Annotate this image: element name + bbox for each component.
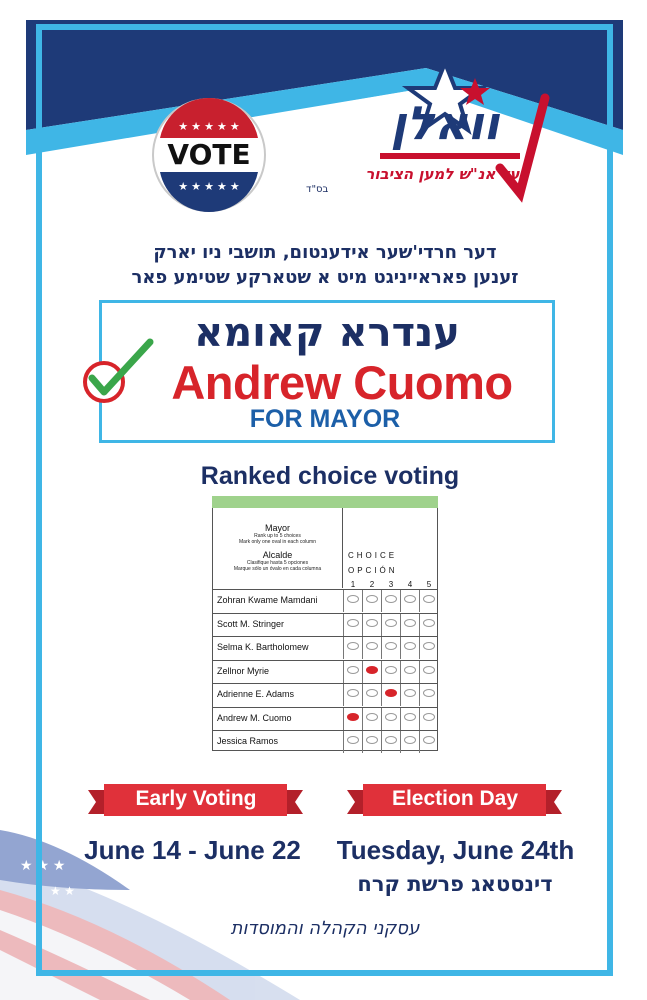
- ballot-cell: [400, 684, 418, 706]
- svg-text:★ ★ ★: ★ ★ ★: [20, 857, 66, 873]
- ballot-column-1: 1: [350, 580, 356, 589]
- ballot-cell: [419, 731, 437, 753]
- ballot-oval[interactable]: [385, 689, 397, 697]
- ballot-oval[interactable]: [347, 713, 359, 721]
- ballot-oval[interactable]: [404, 666, 416, 674]
- candidate-name: Andrew Cuomo: [171, 356, 513, 409]
- vote-badge-text: VOTE: [167, 138, 251, 171]
- ballot-cell: [343, 661, 361, 683]
- early-voting-dates: June 14 - June 22: [84, 835, 301, 865]
- ballot-cell: [381, 661, 399, 683]
- ballot-oval[interactable]: [366, 736, 378, 744]
- ballot-oval[interactable]: [366, 666, 378, 674]
- election-day-date: Tuesday, June 24th: [336, 835, 575, 865]
- ballot-oval[interactable]: [423, 619, 435, 627]
- ballot-cell: [419, 661, 437, 683]
- ballot-cell: [362, 684, 380, 706]
- ballot-row: [213, 636, 437, 659]
- ballot-cell: [343, 614, 361, 636]
- ballot-candidate-name: Zohran Kwame Mamdani: [217, 595, 318, 605]
- ballot-oval[interactable]: [385, 642, 397, 650]
- ballot-oval[interactable]: [366, 642, 378, 650]
- ballot-cell: [419, 614, 437, 636]
- ballot-candidate-name: Scott M. Stringer: [217, 618, 285, 629]
- ballot-column-4: 4: [407, 580, 413, 589]
- ballot-cell: [381, 731, 399, 753]
- ballot-oval[interactable]: [423, 595, 435, 603]
- ballot-oval[interactable]: [347, 689, 359, 697]
- intro-line-1: דער חרדי'שער אידענטום, תושבי ניו יארק: [153, 242, 497, 263]
- ballot-cell: [400, 708, 418, 730]
- ballot-instructions: [213, 508, 343, 588]
- ballot-row: [213, 589, 437, 612]
- ballot-oval[interactable]: [385, 736, 397, 744]
- ballot-oval[interactable]: [366, 713, 378, 721]
- ballot-cell: [419, 637, 437, 659]
- ballot-oval[interactable]: [423, 642, 435, 650]
- ballot-cell: [419, 684, 437, 706]
- ballot-row: [213, 730, 437, 753]
- ballot-cell: [343, 708, 361, 730]
- ballot-cell: [381, 708, 399, 730]
- ballot-cell: [381, 684, 399, 706]
- ballot-oval[interactable]: [423, 666, 435, 674]
- ballot-candidate-name: Zellnor Myrie: [217, 665, 270, 676]
- intro-line-2: זענען פאראייניגט מיט א שטארקע שטימע פאר: [131, 267, 519, 288]
- svg-text:★ ★ ★ ★ ★: ★ ★ ★ ★ ★: [178, 121, 240, 133]
- svg-text:★ ★: ★ ★: [50, 884, 75, 898]
- ballot-oval[interactable]: [404, 689, 416, 697]
- ballot-row: [213, 613, 437, 636]
- ballot-oval[interactable]: [385, 666, 397, 674]
- ballot-cell: [362, 731, 380, 753]
- ballot-cell: [362, 614, 380, 636]
- ballot-oval[interactable]: [366, 689, 378, 697]
- ballot-header-bar: [212, 496, 438, 508]
- ballot-oval[interactable]: [423, 689, 435, 697]
- ballot-cell: [400, 731, 418, 753]
- ballot-title-es: Alcalde: [262, 550, 293, 560]
- logo-subtitle: ועד אנ"ש למען הציבור: [365, 165, 525, 183]
- ballot-oval[interactable]: [404, 619, 416, 627]
- ballot-cell: [362, 708, 380, 730]
- ballot-cell: [343, 731, 361, 753]
- early-voting-label: Early Voting: [135, 787, 257, 810]
- ballot-oval[interactable]: [404, 713, 416, 721]
- ballot-instruction-es-1: Clasifique hasta 5 opciones: [246, 560, 309, 566]
- ballot-candidate-name: Selma K. Bartholomew: [217, 642, 309, 652]
- ballot-cell: [381, 614, 399, 636]
- ballot-instruction-2: Mark only one oval in each column: [239, 539, 316, 545]
- ballot-column-2: 2: [369, 580, 375, 589]
- ballot-cell: [381, 590, 399, 612]
- ballot-candidate-name: Jessica Ramos: [217, 736, 279, 746]
- intro-text: [90, 240, 560, 290]
- ballot-oval[interactable]: [423, 713, 435, 721]
- ballot-oval[interactable]: [347, 619, 359, 627]
- ballot-oval[interactable]: [385, 595, 397, 603]
- candidate-role: FOR MAYOR: [249, 405, 401, 433]
- ballot-oval[interactable]: [366, 595, 378, 603]
- ballot-column-3: 3: [388, 580, 394, 589]
- ballot-oval[interactable]: [347, 642, 359, 650]
- ballot-cell: [400, 661, 418, 683]
- ballot-oval[interactable]: [404, 736, 416, 744]
- ballot-oval[interactable]: [423, 736, 435, 744]
- ballot-oval[interactable]: [347, 736, 359, 744]
- ballot-candidate-name: Andrew M. Cuomo: [217, 712, 292, 723]
- ballot-cell: [362, 637, 380, 659]
- ballot-cell: [419, 590, 437, 612]
- ballot-oval[interactable]: [385, 619, 397, 627]
- ballot-cell: [343, 590, 361, 612]
- ballot-candidate-name: Adrienne E. Adams: [217, 689, 295, 699]
- ballot-row: [213, 660, 437, 683]
- ballot-cell: [343, 684, 361, 706]
- ballot-choice-label: CHOICE: [348, 551, 398, 560]
- bsd-mark: בס"ד: [306, 184, 329, 195]
- svg-text:★ ★ ★ ★ ★: ★ ★ ★ ★ ★: [178, 181, 240, 193]
- ballot-instruction-1: Rank up to 5 choices: [254, 533, 301, 539]
- ballot-oval[interactable]: [385, 713, 397, 721]
- ballot-cell: [400, 637, 418, 659]
- ranked-choice-title: Ranked choice voting: [200, 462, 460, 490]
- ballot-cell: [400, 590, 418, 612]
- ballot-row: [213, 707, 437, 730]
- ballot-cell: [343, 637, 361, 659]
- logo-wordmark: וואלן: [390, 96, 500, 150]
- ballot-oval[interactable]: [347, 595, 359, 603]
- ballot-cell: [362, 661, 380, 683]
- ballot-oval[interactable]: [347, 666, 359, 674]
- ballot-column-5: 5: [426, 580, 432, 589]
- ballot-cell: [419, 708, 437, 730]
- election-day-date-hebrew: דינסטאג פרשת קרח: [357, 872, 553, 896]
- ballot-row: [213, 683, 437, 706]
- ballot-cell: [381, 637, 399, 659]
- checkmark-icon: [80, 338, 154, 404]
- ballot-oval[interactable]: [366, 619, 378, 627]
- ballot-title: Mayor: [264, 523, 290, 533]
- ballot-opcion-label: OPCIÓN: [348, 566, 398, 575]
- ballot-oval[interactable]: [404, 595, 416, 603]
- footer-signature: עסקני הקהלה והמוסדות: [230, 918, 420, 939]
- election-day-label: Election Day: [391, 787, 519, 810]
- ballot-cell: [400, 614, 418, 636]
- candidate-name-hebrew: ענדרא קאומא: [194, 310, 460, 356]
- ballot-cell: [362, 590, 380, 612]
- ballot-instruction-es-2: Marque sólo un óvalo en cada columna: [233, 566, 322, 572]
- ballot-oval[interactable]: [404, 642, 416, 650]
